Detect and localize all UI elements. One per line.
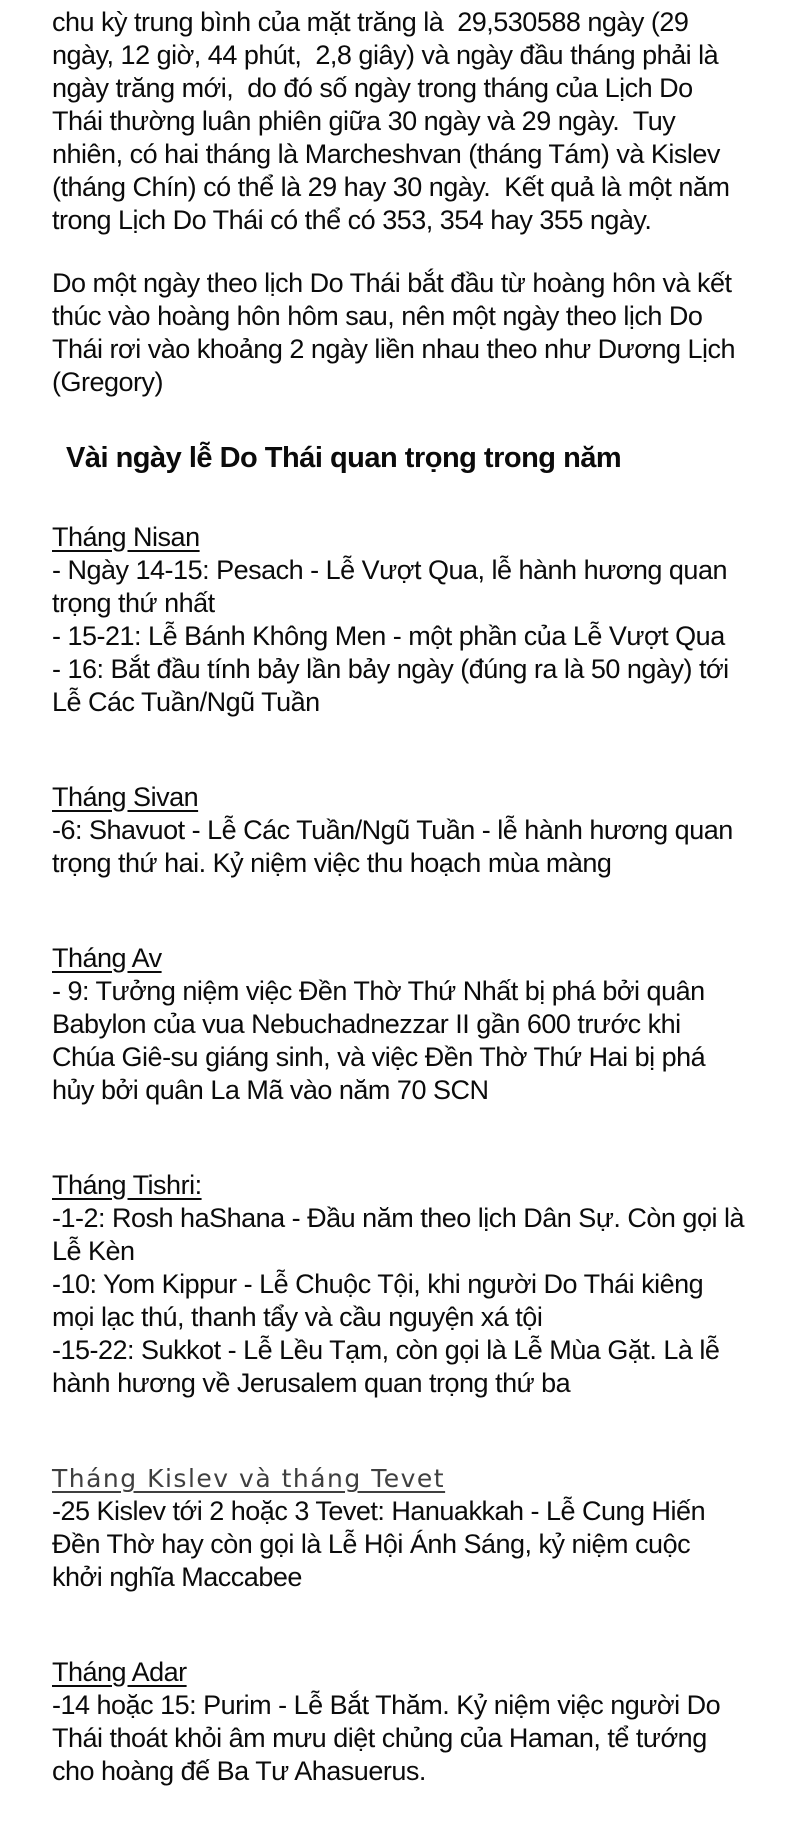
month-heading: Tháng Av	[52, 943, 162, 973]
month-section	[52, 942, 746, 1107]
festival-item: - 9: Tưởng niệm việc Đền Thờ Thứ Nhất bị phá bởi quân Babylon của vua Nebuchadnezzar II gần 600 trước khi Chúa Giê-su giáng sinh, và việc Đền Thờ Thứ Hai bị phá hủy bởi quân La Mã vào năm 70 SCN	[52, 976, 713, 1105]
month-heading: Tháng Adar	[52, 1657, 187, 1687]
month-heading: Tháng Tishri:	[52, 1170, 202, 1200]
festival-item: -15-22: Sukkot - Lễ Lều Tạm, còn gọi là Lễ Mùa Gặt. Là lễ hành hương về Jerusalem quan trọng thứ ba	[52, 1335, 727, 1398]
festival-item: -6: Shavuot - Lễ Các Tuần/Ngũ Tuần - lễ hành hương quan trọng thứ hai. Kỷ niệm việc thu hoạch mùa màng	[52, 815, 740, 878]
month-section	[52, 1462, 746, 1594]
festival-item: -10: Yom Kippur - Lễ Chuộc Tội, khi người Do Thái kiêng mọi lạc thú, thanh tẩy và cầu nguyện xá tội	[52, 1269, 711, 1332]
festival-item: - 15-21: Lễ Bánh Không Men - một phần của Lễ Vượt Qua	[52, 621, 725, 651]
festival-list	[52, 1689, 746, 1788]
month-heading: Tháng Nisan	[52, 522, 200, 552]
festival-list	[52, 814, 746, 880]
festival-item: - 16: Bắt đầu tính bảy lần bảy ngày (đúng ra là 50 ngày) tới Lễ Các Tuần/Ngũ Tuần	[52, 654, 736, 717]
month-section	[52, 781, 746, 880]
month-heading: Tháng Kislev và tháng Tevet	[52, 1464, 446, 1493]
festival-list	[52, 1202, 751, 1400]
festival-item: -14 hoặc 15: Purim - Lễ Bắt Thăm. Kỷ niệm việc người Do Thái thoát khỏi âm mưu diệt chủng của Haman, tể tướng cho hoàng đế Ba Tư Ahasuerus.	[52, 1690, 727, 1786]
festival-list	[52, 554, 746, 719]
festival-list	[52, 1495, 746, 1594]
page-title: Vài ngày lễ Do Thái quan trọng trong năm	[66, 442, 622, 474]
intro-paragraph-lunar-cycle: chu kỳ trung bình của mặt trăng là 29,530588 ngày (29 ngày, 12 giờ, 44 phút, 2,8 giây) và ngày đầu tháng phải là ngày trăng mới, do đó số ngày trong tháng của Lịch Do Thái thường luân phiên giữa 30 ngày và 29 ngày. Tuy nhiên, có hai tháng là Marcheshvan (tháng Tám) và Kislev (tháng Chín) có thể là 29 hay 30 ngày. Kết quả là một năm trong Lịch Do Thái có thể có 353, 354 hay 355 ngày.	[52, 7, 737, 235]
intro-paragraph-day-definition: Do một ngày theo lịch Do Thái bắt đầu từ hoàng hôn và kết thúc vào hoàng hôn hôm sau, nên một ngày theo lịch Do Thái rơi vào khoảng 2 ngày liền nhau theo như Dương Lịch (Gregory)	[52, 268, 743, 397]
month-heading: Tháng Sivan	[52, 782, 199, 812]
month-section	[52, 1656, 746, 1788]
festival-list	[52, 975, 746, 1107]
month-section	[52, 521, 746, 719]
month-section	[52, 1169, 751, 1400]
festival-item: -25 Kislev tới 2 hoặc 3 Tevet: Hanuakkah - Lễ Cung Hiến Đền Thờ hay còn gọi là Lễ Hội Ánh Sáng, kỷ niệm cuộc khởi nghĩa Maccabee	[52, 1496, 713, 1592]
festival-item: -1-2: Rosh haShana - Đầu năm theo lịch Dân Sự. Còn gọi là Lễ Kèn	[52, 1203, 751, 1266]
festival-item: - Ngày 14-15: Pesach - Lễ Vượt Qua, lễ hành hương quan trọng thứ nhất	[52, 555, 734, 618]
sections	[52, 521, 751, 1788]
